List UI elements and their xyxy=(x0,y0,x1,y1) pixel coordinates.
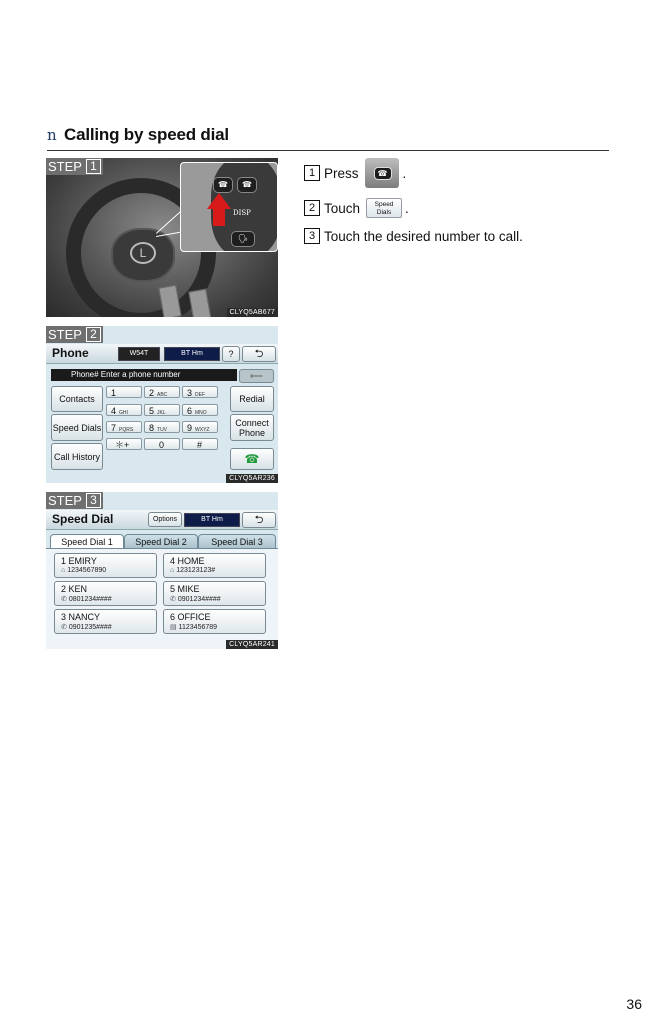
instruction-step-2 xyxy=(304,198,409,218)
call-history-button[interactable]: Call History xyxy=(51,443,103,470)
pedal xyxy=(188,289,211,317)
entry-number: 1234567890 xyxy=(67,567,107,574)
speed-dial-entry[interactable] xyxy=(54,609,157,634)
entry-name: 6 OFFICE xyxy=(170,612,211,622)
back-button[interactable]: ⮌ xyxy=(242,512,276,528)
keypad-key[interactable]: 5 JKL xyxy=(144,404,180,416)
entry-number: 1123456789 xyxy=(178,624,218,631)
step-number: 1 xyxy=(86,159,101,174)
step-3-label xyxy=(46,492,103,509)
speed-dial-entry[interactable] xyxy=(54,553,157,578)
steering-wheel-figure xyxy=(46,158,278,317)
bluetooth-status-chip: BT Hm xyxy=(164,347,220,361)
figure-code: CLYQ5AB677 xyxy=(227,308,278,317)
tab-speed-dial-1[interactable]: Speed Dial 1 xyxy=(50,534,124,550)
page-number: 36 xyxy=(626,996,642,1012)
switch-callout xyxy=(180,162,278,252)
instruction-period: . xyxy=(405,200,409,216)
keypad-key[interactable]: 1 xyxy=(106,386,142,398)
screen-title: Phone xyxy=(52,346,89,360)
step-word: STEP xyxy=(48,327,82,342)
step-number-box: 2 xyxy=(304,200,320,216)
off-hook-switch-icon: ☎ xyxy=(213,177,233,193)
keypad-key[interactable]: # xyxy=(182,438,218,450)
step-2-label xyxy=(46,326,103,343)
instruction-period: . xyxy=(402,165,407,181)
entry-name: 4 HOME xyxy=(170,556,205,566)
bluetooth-status-chip: BT Hm xyxy=(184,513,240,527)
mobile-icon: ✆ xyxy=(61,624,67,631)
figure-code: CLYQ5AR241 xyxy=(226,640,278,649)
section-title: Calling by speed dial xyxy=(64,125,229,144)
device-name-chip: W54T xyxy=(118,347,160,361)
tab-speed-dial-2[interactable]: Speed Dial 2 xyxy=(124,534,198,549)
keypad-key[interactable]: ＊+ xyxy=(106,438,142,450)
office-icon: ▤ xyxy=(170,624,177,631)
on-hook-switch-icon: ☎ xyxy=(237,177,257,193)
help-button[interactable]: ? xyxy=(222,346,240,362)
speed-dial-entry[interactable] xyxy=(163,581,266,606)
entry-name: 3 NANCY xyxy=(61,612,101,622)
step-word: STEP xyxy=(48,159,82,174)
phone-screen-figure xyxy=(46,326,278,483)
step-number-box: 3 xyxy=(304,228,320,244)
instruction-step-3 xyxy=(304,228,523,244)
phone-number-display: Phone# Enter a phone number xyxy=(51,369,237,381)
speed-dial-screen-figure xyxy=(46,492,278,649)
instruction-text: Press xyxy=(324,165,359,181)
speed-dial-entry[interactable] xyxy=(54,581,157,606)
tab-speed-dial-3[interactable]: Speed Dial 3 xyxy=(198,534,276,549)
speed-dial-entry[interactable] xyxy=(163,609,266,634)
screen-header xyxy=(46,510,278,530)
keypad-key[interactable]: 0 xyxy=(144,438,180,450)
red-arrow-icon xyxy=(207,193,231,209)
off-hook-switch-icon: ☎ xyxy=(365,158,399,188)
instruction-step-1 xyxy=(304,158,406,188)
screen-title: Speed Dial xyxy=(52,512,114,526)
home-phone-icon: ⌂ xyxy=(170,567,175,574)
keypad-key[interactable]: 9 WXYZ xyxy=(182,421,218,433)
section-bullet: n xyxy=(47,126,57,144)
back-button[interactable]: ⮌ xyxy=(242,346,276,362)
speed-dials-button-icon: Speed Dials xyxy=(366,198,402,218)
brand-logo-icon: L xyxy=(130,242,156,264)
speed-dial-entry[interactable] xyxy=(163,553,266,578)
keypad-key[interactable]: 2 ABC xyxy=(144,386,180,398)
step-number: 2 xyxy=(86,327,101,342)
step-number-box: 1 xyxy=(304,165,320,181)
entry-number: 0801234#### xyxy=(68,596,112,603)
keypad-key[interactable]: 8 TUV xyxy=(144,421,180,433)
phone-handset-icon: ☎ xyxy=(244,452,260,466)
contacts-button[interactable]: Contacts xyxy=(51,386,103,412)
entry-number: 0901235#### xyxy=(68,624,112,631)
step-1-label xyxy=(46,158,103,175)
figure-code: CLYQ5AR236 xyxy=(226,474,278,483)
instruction-text: Touch xyxy=(324,200,361,216)
speed-dials-button[interactable]: Speed Dials xyxy=(51,414,103,441)
disp-label: DISP xyxy=(233,209,251,217)
red-arrow-stem xyxy=(213,208,225,226)
instruction-text: Touch the desired number to call. xyxy=(324,228,523,244)
redial-button[interactable]: Redial xyxy=(230,386,274,412)
mobile-icon: ✆ xyxy=(170,596,176,603)
step-word: STEP xyxy=(48,493,82,508)
entry-name: 1 EMIRY xyxy=(61,556,97,566)
step-number: 3 xyxy=(86,493,101,508)
call-button[interactable] xyxy=(230,448,274,470)
connect-phone-button[interactable]: Connect Phone xyxy=(230,414,274,441)
talk-switch-icon: 🗣 xyxy=(231,231,255,247)
entry-name: 5 MIKE xyxy=(170,584,200,594)
entry-number: 0901234#### xyxy=(177,596,221,603)
home-phone-icon: ⌂ xyxy=(61,567,66,574)
keypad-key[interactable]: 7 PQRS xyxy=(106,421,142,433)
keypad-key[interactable]: 6 MNO xyxy=(182,404,218,416)
section-heading xyxy=(47,124,609,151)
delete-button[interactable]: ⟵ xyxy=(239,369,274,383)
screen-header xyxy=(46,344,278,364)
entry-number: 123123123# xyxy=(176,567,216,574)
mobile-icon: ✆ xyxy=(61,596,67,603)
options-button[interactable]: Options xyxy=(148,512,182,527)
keypad-key[interactable]: 3 DEF xyxy=(182,386,218,398)
entry-name: 2 KEN xyxy=(61,584,88,594)
keypad-key[interactable]: 4 GHI xyxy=(106,404,142,416)
